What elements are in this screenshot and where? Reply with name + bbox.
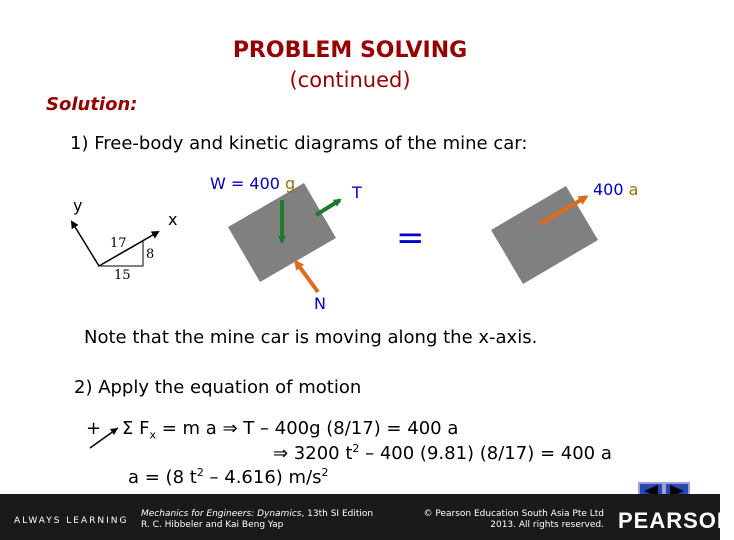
equation-line-2: ⇒ 3200 $t^2 - 400$ (9.81) (8/17) = 400 a [273, 442, 612, 464]
solution-label: Solution: [46, 94, 138, 115]
equation-line-1: Σ $F_x = m$ a ⇒ T – 400g (8/17) = 400 a [122, 418, 459, 442]
x-axis-label: x [168, 210, 178, 229]
normal-label: N [314, 294, 326, 313]
y-axis-label: y [73, 196, 83, 215]
step2-text: 2) Apply the equation of motion [74, 377, 362, 398]
always-learning-text: ALWAYS LEARNING [14, 516, 129, 526]
normal-arrow [296, 262, 318, 292]
step1-text: 1) Free-body and kinetic diagrams of the mine car: [70, 133, 528, 154]
y-axis-arrow [72, 222, 99, 266]
note-text: Note that the mine car is moving along the x-axis. [84, 327, 538, 348]
pearson-logo: PEARSON [618, 508, 734, 533]
book-citation: Mechanics for Engineers: Dynamics, 13th SI Edition R. C. Hibbeler and Kai Beng Yap [141, 509, 374, 530]
equals-sign: = [396, 218, 425, 258]
eq-plus-sign: + [86, 418, 102, 439]
triangle-side-15: 15 [114, 268, 131, 283]
slide-subtitle: (continued) [289, 68, 411, 92]
slide-title: PROBLEM SOLVING [232, 38, 468, 63]
copyright-text: © Pearson Education South Asia Pte Ltd 2013. All rights reserved. [423, 509, 604, 530]
equation-line-3: a = (8 $t^2 - 4.616$) $m/s^2$ [128, 466, 329, 488]
triangle-side-17: 17 [110, 236, 127, 251]
triangle-side-8: 8 [146, 247, 155, 262]
tension-arrow [316, 200, 340, 215]
kinetic-label: 400 a [593, 180, 639, 199]
weight-label: W = 400 g [210, 174, 296, 193]
tension-label: T [352, 183, 362, 202]
